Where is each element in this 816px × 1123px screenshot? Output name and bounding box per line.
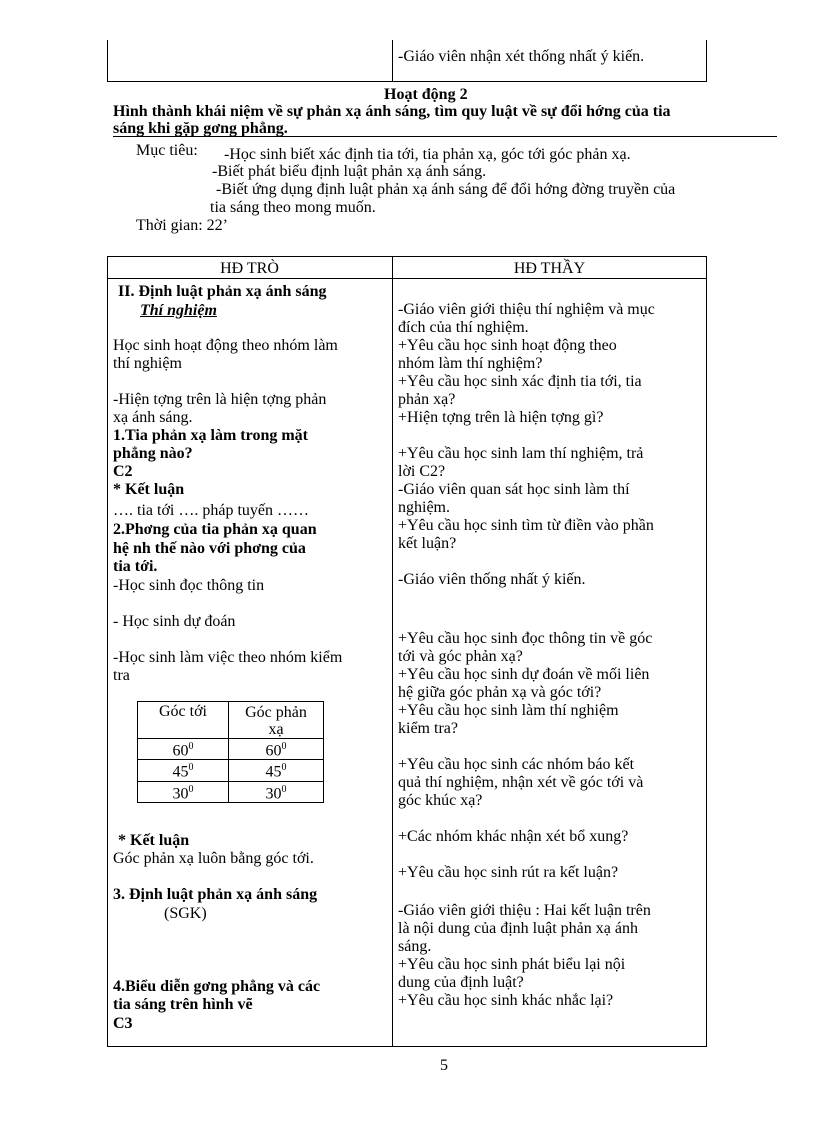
page-number: 5 (440, 1057, 448, 1074)
left-line-2: thí nghiệm (113, 355, 182, 372)
right-line-12: +Yêu cầu học sinh tìm từ điền vào phần (398, 517, 654, 534)
right-line-5: +Yêu cầu học sinh xác định tia tới, tia (398, 373, 642, 390)
incident-label: Góc tới (158, 703, 207, 720)
right-line-1: -Giáo viên giới thiệu thí nghiệm và mục (398, 301, 655, 318)
fill-in-line: …. tia tới …. pháp tuyến …… (113, 502, 309, 519)
left-line-3: -Hiện tợng trên là hiện tợng phản (113, 391, 327, 408)
heading-3: 3. Định luật phản xạ ánh sáng (113, 886, 318, 903)
angle-table-header-reflected (229, 702, 324, 739)
right-line-15: +Yêu cầu học sinh đọc thông tin về góc (398, 630, 653, 647)
right-line-16: tới và góc phản xạ? (398, 648, 523, 665)
right-line-8: +Yêu cầu học sinh lam thí nghiệm, trả (398, 445, 644, 462)
conclusion-heading-1: * Kết luận (113, 481, 185, 498)
objective-1: -Học sinh biết xác định tia tới, tia phản xạ, góc tới góc phản xạ. (224, 146, 631, 163)
heading-1a: 1.Tia phản xạ làm trong mặt (113, 427, 308, 444)
objective-3: -Biết ứng dụng định luật phản xạ ánh sáng để đổi hớng đờng truyền của (216, 181, 676, 198)
right-line-26: -Giáo viên giới thiệu : Hai kết luận trên (398, 902, 651, 919)
header-rule (107, 278, 707, 279)
heading-4b: tia sáng trên hình vẽ (113, 996, 253, 1013)
right-line-4: nhóm làm thí nghiệm? (398, 355, 543, 372)
right-line-25: +Yêu cầu học sinh rút ra kết luận? (398, 864, 619, 881)
right-line-31: +Yêu cầu học sinh khác nhắc lại? (398, 992, 614, 1009)
angle-cell: $60^0$ (229, 739, 324, 760)
right-line-11: nghiệm. (398, 499, 450, 516)
heading-2a: 2.Phơng của tia phản xạ quan (113, 521, 317, 538)
right-line-17: +Yêu cầu học sinh dự đoán về mối liên (398, 666, 650, 683)
objective-3-cont: tia sáng theo mong muốn. (210, 199, 376, 216)
heading-2c: tia tới. (113, 558, 158, 575)
section-heading-2: II. Định luật phản xạ ánh sáng (118, 283, 327, 300)
top-table-divider (392, 40, 393, 82)
reflected-label-b: xạ (268, 721, 284, 738)
angle-cell: $45^0$ (229, 760, 324, 781)
heading-4a: 4.Biểu diễn gơng phẳng và các (113, 978, 321, 995)
left-line-6: - Học sinh dự đoán (113, 613, 236, 630)
right-line-9: lời C2? (398, 463, 446, 480)
angle-table (137, 701, 324, 803)
experiment-heading: Thí nghiệm (140, 302, 217, 319)
right-line-10: -Giáo viên quan sát học sinh làm thí (398, 481, 630, 498)
right-line-3: +Yêu cầu học sinh hoạt động theo (398, 337, 617, 354)
left-line-1: Học sinh hoạt động theo nhóm làm (113, 337, 338, 354)
left-line-5: -Học sinh đọc thông tin (113, 577, 265, 594)
right-line-24: +Các nhóm khác nhận xét bổ xung? (398, 828, 629, 845)
header-right: HĐ THẦY (513, 260, 586, 277)
top-table-right-text: -Giáo viên nhận xét thống nhất ý kiến. (398, 48, 645, 65)
right-line-18: hệ giữa góc phản xạ và góc tới? (398, 684, 602, 701)
activity-subtitle-line2: sáng khi gặp gơng phẳng. (113, 120, 288, 137)
right-line-29: +Yêu cầu học sinh phát biểu lại nội (398, 956, 626, 973)
heading-1b: phẳng nào? (113, 445, 193, 462)
angle-cell: $60^0$ (138, 739, 229, 760)
right-line-21: +Yêu cầu học sinh các nhóm báo kết (398, 756, 635, 773)
column-divider (392, 256, 393, 1047)
conclusion-heading-2: * Kết luận (118, 832, 190, 849)
objectives-label: Mục tiêu: (136, 142, 198, 159)
objective-2: -Biết phát biểu định luật phản xạ ánh sáng. (212, 163, 487, 180)
right-line-6: phản xạ? (398, 391, 456, 408)
right-line-13: kết luận? (398, 535, 457, 552)
right-line-22: quả thí nghiệm, nhận xét về góc tới và (398, 774, 644, 791)
angle-cell: $30^0$ (138, 781, 229, 802)
header-left: HĐ TRÒ (220, 260, 279, 277)
right-line-20: kiểm tra? (398, 720, 458, 737)
angle-cell: $45^0$ (138, 760, 229, 781)
right-line-2: đích của thí nghiệm. (398, 319, 529, 336)
right-line-27: là nội dung của định luật phản xạ ánh (398, 920, 638, 937)
question-c3: C3 (113, 1015, 133, 1032)
left-line-4: xạ ánh sáng. (113, 409, 193, 426)
right-line-19: +Yêu cầu học sinh làm thí nghiệm (398, 702, 619, 719)
sgk-reference: (SGK) (164, 905, 207, 922)
heading-2b: hệ nh thế nào với phơng của (113, 540, 306, 557)
angle-cell: $30^0$ (229, 781, 324, 802)
left-line-9: Góc phản xạ luôn bằng góc tới. (113, 850, 314, 867)
time-label: Thời gian: 22’ (136, 217, 228, 234)
left-line-7: -Học sinh làm việc theo nhóm kiểm (113, 649, 343, 666)
activity-subtitle-line1: Hình thành khái niệm về sự phản xạ ánh sáng, tìm quy luật về sự đổi hớng của tia (113, 103, 671, 120)
angle-table-header-incident (138, 702, 229, 739)
right-line-7: +Hiện tợng trên là hiện tợng gì? (398, 409, 604, 426)
question-c2: C2 (113, 463, 133, 480)
subtitle-rule (113, 136, 777, 137)
left-line-8: tra (113, 667, 130, 684)
right-line-23: góc khúc xạ? (398, 792, 483, 809)
right-line-14: -Giáo viên thống nhất ý kiến. (398, 571, 586, 588)
activity-title: Hoạt động 2 (384, 86, 468, 103)
reflected-label-a: Góc phản (245, 704, 307, 721)
right-line-28: sáng. (398, 938, 432, 955)
right-line-30: dung của định luật? (398, 974, 524, 991)
